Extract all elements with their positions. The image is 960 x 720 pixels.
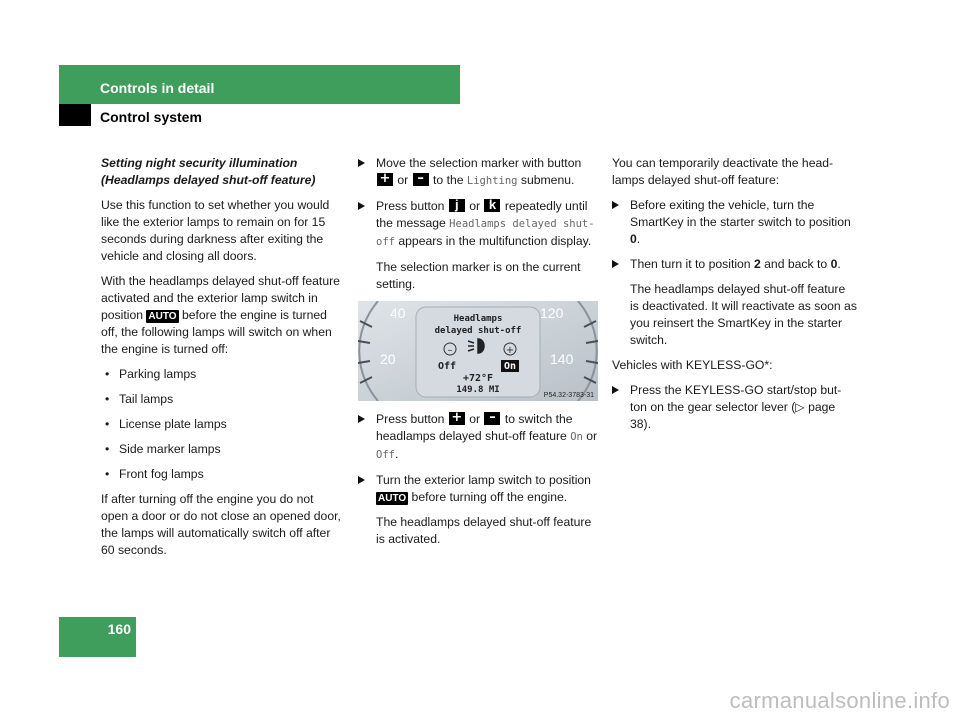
watermark: carmanualsonline.info [729,688,950,713]
svg-text:+: + [505,345,515,356]
up-button-icon: j [449,199,465,212]
column-3 [612,155,857,441]
conditions-paragraph: With the headlamps delayed shut-off feature activated and the exterior lamp switch in position AUTO before the engine is turned off, the following lamps will switch on when the engine is turned off: [101,274,340,356]
step-select-lighting: Move the selection marker with button + or – to the Lighting submenu. [358,155,598,190]
step-select-message: Press button j or k repeatedly until the message Headlamps delayed shut-off appears in the multifunction display. [358,198,598,251]
step-arrow-icon [612,201,619,209]
step-arrow-icon [612,386,619,394]
step-keyless-go: Press the KEYLESS-GO start/stop but-ton on the gear selector lever (▷ page 38). [612,382,857,433]
column-1 [101,155,341,567]
gauge-tick-label: 20 [380,351,396,367]
topic-heading: Setting night security illumination (Headlamps delayed shut-off feature) [101,156,316,187]
minus-button-icon: – [413,173,429,186]
auto-symbol: AUTO [378,493,407,504]
odometer-readout: 149.8 MI [456,385,500,395]
down-button-icon: k [484,199,500,212]
step-turn-key: Before exiting the vehicle, turn the SmartKey in the starter switch to position 0. [612,197,857,248]
plus-button-icon: + [377,173,393,186]
deactivate-intro: You can temporarily deactivate the head-lamps delayed shut-off feature: [612,156,834,187]
keyless-go-heading: Vehicles with KEYLESS-GO*: [612,358,773,372]
selection-note: The selection marker is on the current setting. [376,260,581,291]
step-arrow-icon [612,260,619,268]
deactivated-note: The headlamps delayed shut-off feature is deactivated. It will reactivate as soon as you reinsert the SmartKey in the starter switch. [630,282,857,347]
figure-code: P54.32-3783-31 [543,392,594,399]
list-item: • Side marker lamps [105,442,221,456]
list-item: • Parking lamps [105,367,197,381]
plus-button-icon: + [449,412,465,425]
list-item: • Front fog lamps [105,467,204,481]
gauge-tick-label: 40 [390,305,406,321]
multifunction-display-figure [358,301,598,401]
page-number: 160 [107,621,131,637]
step-switch-feature: Press button + or – to switch the headlamps delayed shut-off feature On or Off. [358,411,598,464]
step-lamp-switch: Turn the exterior lamp switch to position AUTO before turning off the engine. [358,472,598,506]
temperature-readout: +72°F [462,373,494,384]
minus-button-icon: – [484,412,500,425]
step-turn-back: Then turn it to position 2 and back to 0. [612,256,857,273]
section-title: Controls in detail [100,80,215,96]
column-2 [358,155,598,556]
intro-paragraph: Use this function to set whether you would like the exterior lamps to remain on for 15 seconds during darkness after exiting the vehicle and closing all doors. [101,198,330,263]
step-arrow-icon [358,159,365,167]
list-item: • Tail lamps [105,392,174,406]
option-on-selected: On [503,361,517,372]
display-illustration [358,301,598,401]
list-item: • License plate lamps [105,417,227,431]
step-arrow-icon [358,415,365,423]
display-title: Headlamps [453,314,503,324]
gauge-tick-label: 140 [550,351,574,367]
step-arrow-icon [358,476,365,484]
activated-note: The headlamps delayed shut-off feature is activated. [376,515,592,546]
subsection-title: Control system [100,109,202,125]
gauge-tick-label: 120 [540,305,564,321]
page-reference-link[interactable]: (▷ page 38). [630,400,836,431]
auto-off-paragraph: If after turning off the engine you do not open a door or do not close an opened door, the lamps will automatically switch off after 60 seconds. [101,492,341,557]
subsection-marker [59,104,91,126]
auto-symbol: AUTO [148,311,177,322]
svg-text:–: – [447,345,453,356]
page-number-box [59,617,136,657]
display-subtitle: delayed shut-off [434,326,522,336]
step-arrow-icon [358,202,365,210]
option-off: Off [438,361,457,372]
